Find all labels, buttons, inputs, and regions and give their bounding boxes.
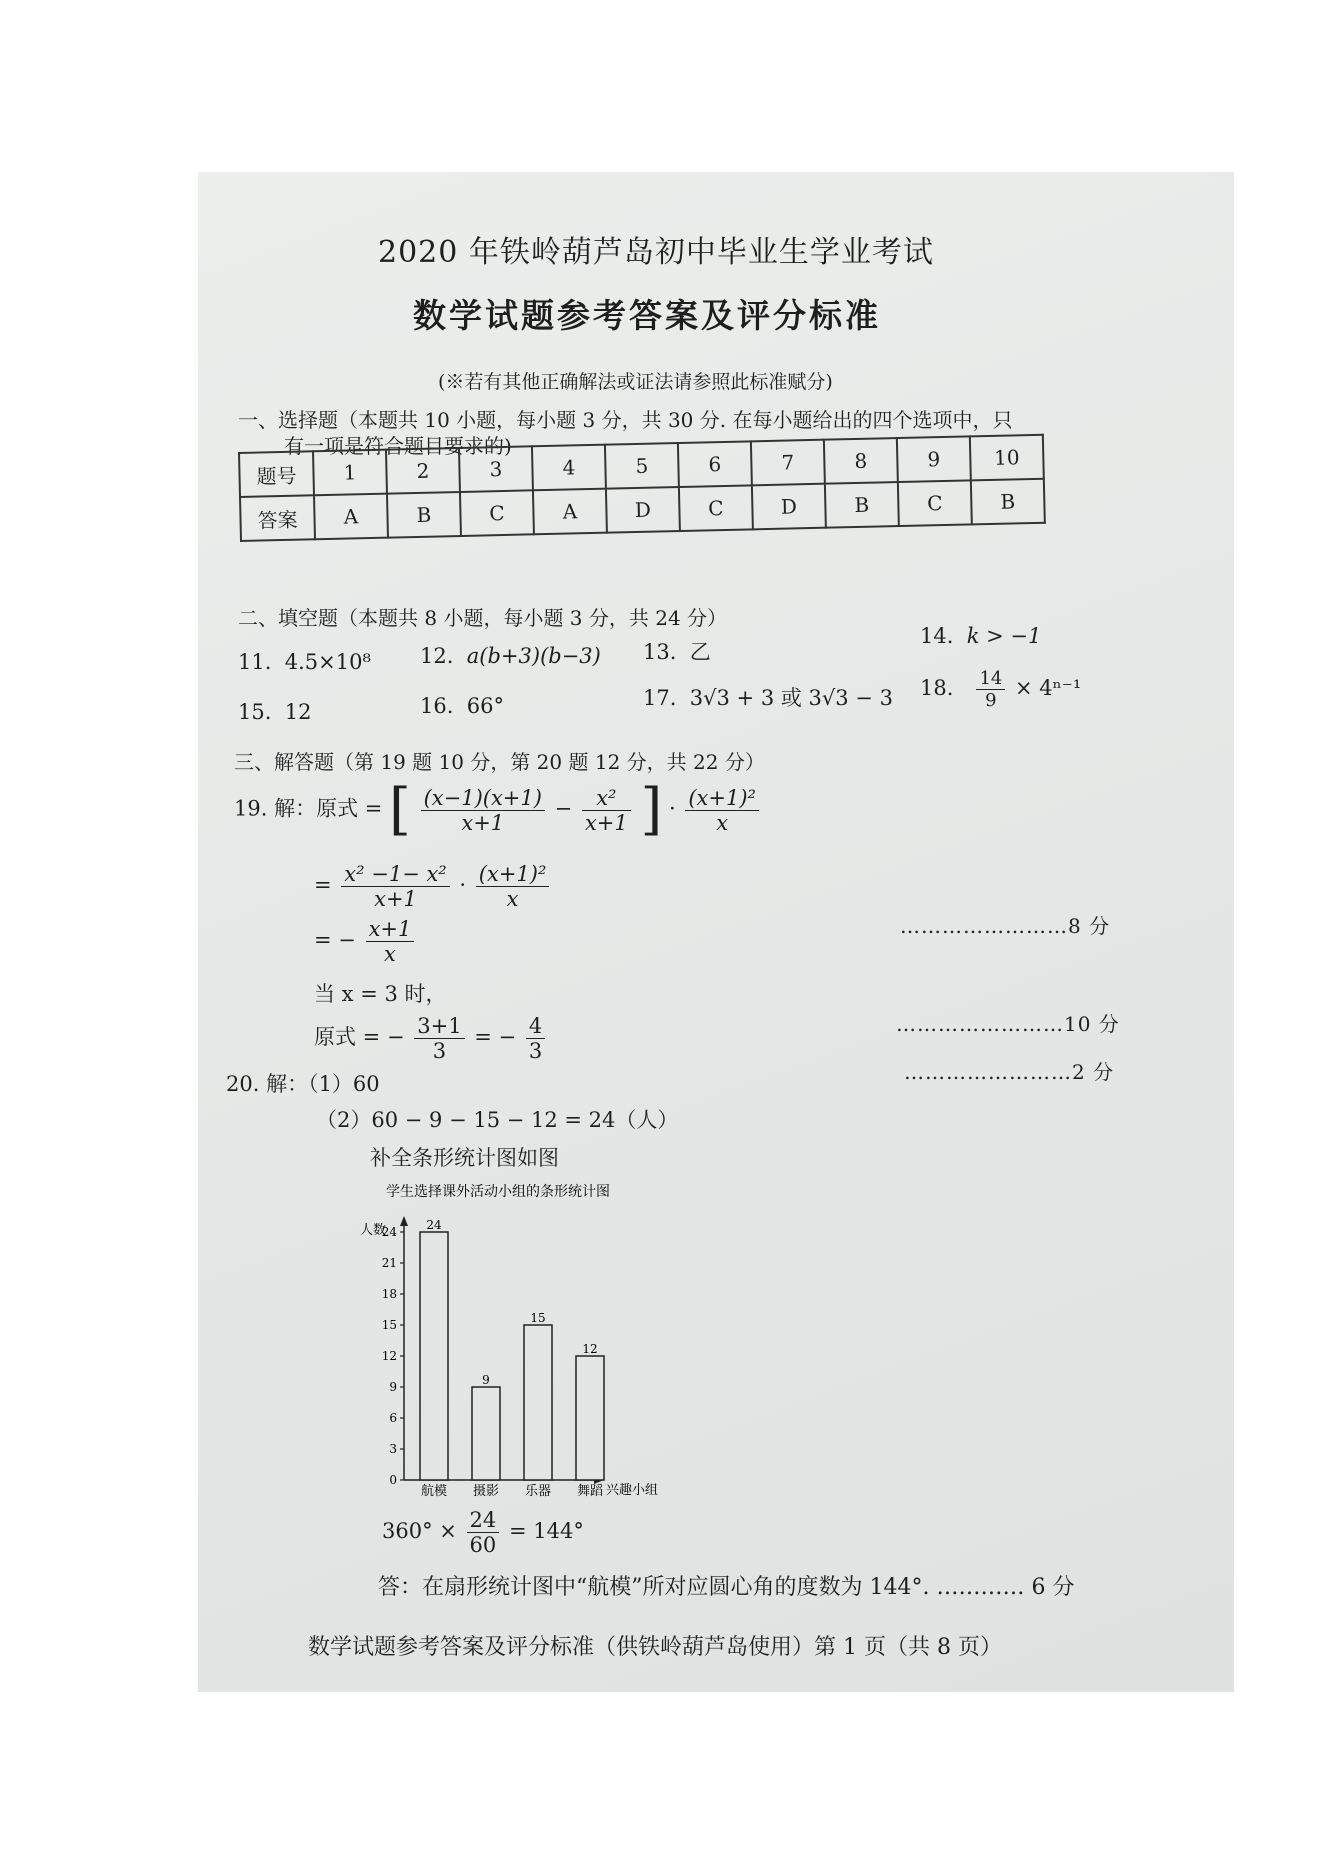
number-cell: 9 bbox=[897, 436, 971, 482]
fill-answer-15: 15. 12 bbox=[238, 700, 312, 724]
bar-航模 bbox=[420, 1232, 448, 1480]
score-8: ……………………8 分 bbox=[900, 914, 1111, 938]
answer-cell: D bbox=[752, 484, 826, 530]
answer-cell: C bbox=[460, 490, 534, 536]
q20-part2: （2）60 − 9 − 15 − 12 = 24（人） bbox=[316, 1108, 679, 1132]
bars bbox=[420, 1218, 604, 1499]
row-label-answer: 答案 bbox=[240, 495, 315, 541]
fraction: $\frac{\text{x²}}{x+1}$ bbox=[582, 786, 631, 835]
y-tick-label: 6 bbox=[389, 1411, 397, 1425]
number-cell: 10 bbox=[970, 435, 1044, 481]
bar-value-label: 24 bbox=[426, 1218, 442, 1232]
y-tick-label: 9 bbox=[389, 1380, 397, 1394]
chart-title: 学生选择课外活动小组的条形统计图 bbox=[386, 1184, 610, 1200]
score-2: ……………………2 分 bbox=[904, 1060, 1115, 1084]
q19-result: 原式 = − $\frac{3+1}{3}$ = − $\frac{4}{3}$ bbox=[314, 1014, 548, 1063]
q19-line2: = $\frac{\text{x² −1− x²}}{x+1}$ · $\frac{\text{(x+1)²}}{x}$ bbox=[314, 862, 552, 911]
bar-摄影 bbox=[472, 1387, 500, 1480]
fill-answer-16: 16. 66° bbox=[420, 694, 504, 718]
bar-乐器 bbox=[524, 1325, 552, 1480]
fraction: $\frac{4}{3}$ bbox=[526, 1014, 545, 1063]
grading-note: (※若有其他正确解法或证法请参照此标准赋分) bbox=[438, 371, 833, 393]
section2-heading: 二、填空题（本题共 8 小题，每小题 3 分，共 24 分） bbox=[238, 606, 728, 630]
number-cell: 3 bbox=[459, 446, 533, 492]
fill-answer-17: 17. 3√3 + 3 或 3√3 − 3 bbox=[643, 686, 893, 710]
bar-value-label: 15 bbox=[530, 1311, 546, 1325]
answer-cell: B bbox=[825, 482, 899, 528]
answer-cell: B bbox=[971, 479, 1045, 525]
bar-舞蹈 bbox=[576, 1356, 604, 1480]
exam-subtitle: 数学试题参考答案及评分标准 bbox=[413, 296, 881, 335]
section1-heading-cont: 有一项是符合题目要求的) bbox=[284, 434, 512, 458]
category-label: 航模 bbox=[420, 1484, 448, 1499]
exam-sheet bbox=[198, 172, 1234, 1692]
section3-heading: 三、解答题（第 19 题 10 分，第 20 题 12 分，共 22 分） bbox=[234, 750, 765, 774]
section1-heading: 一、选择题（本题共 10 小题，每小题 3 分，共 30 分. 在每小题给出的四个选项中，只 bbox=[238, 408, 1013, 432]
x-axis-label: 兴趣小组 bbox=[606, 1483, 659, 1498]
number-cell: 4 bbox=[532, 445, 606, 491]
fraction: $\frac{14}{9}$ bbox=[976, 668, 1005, 711]
q20-angle-calc: 360° × $\frac{24}{60}$ = 144° bbox=[382, 1508, 584, 1557]
answer-cell: D bbox=[606, 487, 680, 533]
category-label: 舞蹈 bbox=[576, 1484, 604, 1499]
left-bracket: [ bbox=[389, 777, 411, 842]
answer-table bbox=[238, 434, 1046, 542]
number-cell: 5 bbox=[605, 443, 679, 489]
right-bracket: ] bbox=[640, 777, 663, 842]
y-tick-label: 0 bbox=[389, 1473, 397, 1487]
y-tick-label: 18 bbox=[381, 1287, 397, 1301]
fill-answer-12: 12. a(b+3)(b−3) bbox=[420, 644, 601, 668]
q19-line3: = − $\frac{x+1}{x}$ bbox=[314, 917, 417, 966]
answer-cell: A bbox=[314, 494, 388, 540]
answer-cell: C bbox=[679, 485, 753, 531]
fill-answer-11: 11. 4.5×10⁸ bbox=[238, 650, 371, 674]
q20-complete-note: 补全条形统计图如图 bbox=[370, 1146, 559, 1170]
y-tick-label: 15 bbox=[381, 1318, 397, 1332]
page-footer: 数学试题参考答案及评分标准（供铁岭葫芦岛使用）第 1 页（共 8 页） bbox=[308, 1635, 1002, 1660]
q19-line1: 19. 解：原式 = [ $\frac{(x-1)(x+1)}{x+1}$ − $\frac{\text{x²}}{x+1}$ ] · $\frac{\text{(x+1)²}}{x}$ bbox=[234, 782, 762, 838]
bar-value-label: 9 bbox=[482, 1373, 490, 1387]
answer-cell: C bbox=[898, 480, 972, 526]
bar-chart bbox=[358, 1182, 718, 1500]
row-label-number: 题号 bbox=[239, 451, 314, 497]
fill-answer-18: 18. $\frac{14}{9}$ × 4ⁿ⁻¹ bbox=[920, 668, 1082, 711]
number-cell: 1 bbox=[313, 450, 387, 496]
y-tick-label: 21 bbox=[381, 1256, 397, 1270]
q19-when: 当 x = 3 时， bbox=[314, 982, 447, 1006]
y-tick-label: 3 bbox=[389, 1442, 397, 1456]
y-axis-label: 人数 bbox=[360, 1223, 387, 1238]
number-cell: 6 bbox=[678, 441, 752, 487]
bar-value-label: 12 bbox=[582, 1342, 598, 1356]
fraction: $\frac{(x-1)(x+1)}{x+1}$ bbox=[421, 786, 545, 835]
fraction: $\frac{x+1}{x}$ bbox=[366, 917, 415, 966]
exam-title: 2020 年铁岭葫芦岛初中毕业生学业考试 bbox=[378, 235, 934, 270]
fraction: $\frac{\text{x² −1− x²}}{x+1}$ bbox=[341, 862, 449, 911]
fraction: $\frac{\text{(x+1)²}}{x}$ bbox=[476, 862, 550, 911]
answer-cell: A bbox=[533, 489, 607, 535]
score-10: ……………………10 分 bbox=[896, 1012, 1120, 1036]
category-label: 摄影 bbox=[472, 1484, 500, 1499]
number-cell: 7 bbox=[751, 440, 825, 486]
fill-answer-13: 13. 乙 bbox=[643, 640, 711, 664]
fraction: $\frac{\text{(x+1)²}}{x}$ bbox=[685, 786, 759, 835]
y-tick-label: 12 bbox=[381, 1349, 397, 1363]
fraction: $\frac{3+1}{3}$ bbox=[414, 1014, 464, 1063]
number-cell: 8 bbox=[824, 438, 898, 484]
q20-part1: 20. 解：（1）60 bbox=[226, 1072, 380, 1096]
number-cell: 2 bbox=[386, 448, 460, 494]
y-tick-label: 24 bbox=[381, 1225, 397, 1239]
fill-answer-14: 14. k > −1 bbox=[920, 624, 1042, 648]
q20-answer: 答：在扇形统计图中“航模”所对应圆心角的度数为 144°. ………… 6 分 bbox=[378, 1575, 1075, 1600]
fraction: $\frac{24}{60}$ bbox=[467, 1508, 500, 1557]
category-label: 乐器 bbox=[524, 1484, 552, 1499]
y-axis-arrow-icon bbox=[400, 1216, 408, 1226]
answer-cell: B bbox=[387, 492, 461, 538]
y-ticks bbox=[382, 1225, 404, 1487]
